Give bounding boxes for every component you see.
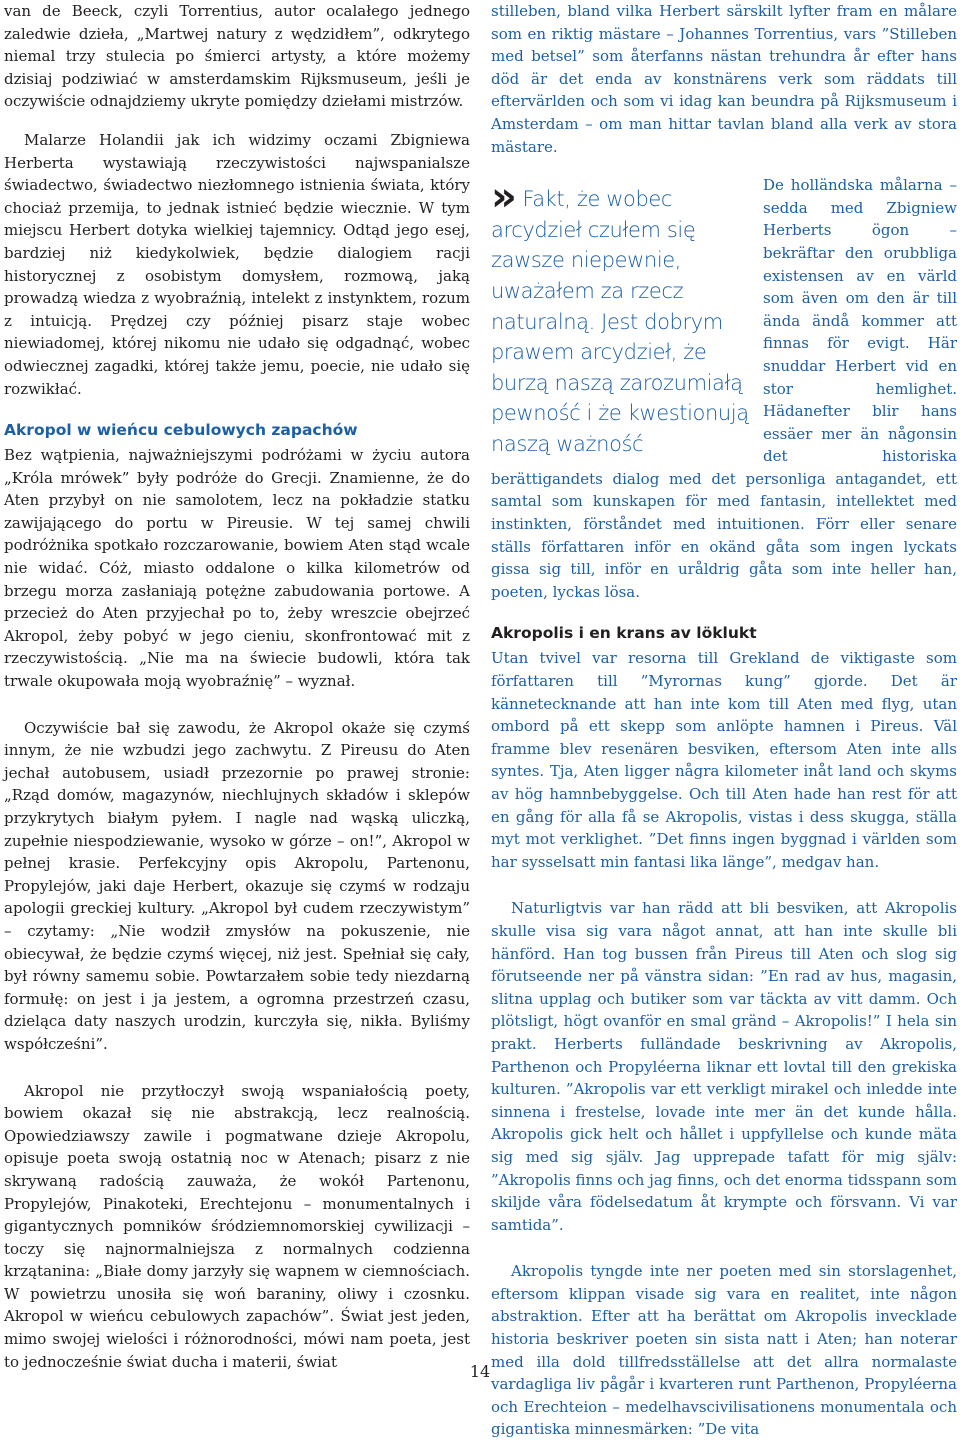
quote-mark-icon: » <box>491 174 517 221</box>
pull-quote-text: Fakt, że wobec arcydzieł czułem się zawsze niepewnie, uważałem za rzecz naturalną. Jest dobrym prawem arcydzieł, że burzą naszą zarozumiałą pewność i że kwestionują naszą ważność <box>491 187 749 456</box>
paragraph: stilleben, bland vilka Herbert särskilt lyfter fram en målare som en riktig mästare – Johannes Torrentius, vars ”Stilleben med betsel” som återfanns nästan trehundra år efter hans död är det enda av konstnärens verk som räddats till eftervärlden och som vi idag kan beundra på Rijksmuseum i Amsterdam – om man hittar tavlan bland alla verk av stora mästare. <box>491 2 957 156</box>
page-number: 14 <box>469 1362 491 1381</box>
paragraph: Akropolis tyngde inte ner poeten med sin storslagenhet, eftersom klippan visade sig vara en realitet, inte någon abstraktion. Efter att ha berättat om Akropolis invecklade historia beskriver poeten sin sista natt i Aten; han noterar med illa dold tillfredsställelse att det allra normalaste vardagliga liv pågår i kvarteren runt Parthenon, Propyléerna och Erechteion – medelhavscivilisationens monumentala och gigantiska minnesmärken: ”De vita <box>491 1262 957 1439</box>
paragraph: van de Beeck, czyli Torrentius, autor ocalałego jednego zaledwie dzieła, „Martwej natury z wędzidłem”, odkrytego niemal trzy stulecia po śmierci artysty, a które możemy dzisiaj podziwiać w amsterdamskim Rijksmuseum, jeśli je oczywiście odnajdziemy ukryte pomiędzy dziełami mistrzów. <box>4 2 470 111</box>
paragraph: Naturligtvis var han rädd att bli besviken, att Akropolis skulle visa sig vara något annat, att han inte skulle bli hänförd. Han tog bussen från Pireus till Aten och slog sig förutseende ner på vänstra sidan: ”En rad av hus, magasin, slitna upplag och butiker som var täckta av vitt damm. Och plötsligt, högt ovanför en smal gränd – Akropolis!” I hela sin prakt. Herberts fulländade beskrivning av Akropolis, Parthenon och Propyléerna liknar ett lovtal till den grekiska kulturen. ”Akropolis var ett verkligt mirakel och inledde inte sinnena i frestelse, lovade inte mer än det kunde hålla. Akropolis gick helt och hållet i uppfyllelse och kunde mäta sig med sig själv. Jag upprepade tafatt för mig själv: ”Akropolis finns och jag finns, och det enorma tidsspann som skiljde våra födelsedatum åt krympte och försvann. Vi var samtida”. <box>491 899 957 1234</box>
paragraph: Bez wątpienia, najważniejszymi podróżami w życiu autora „Króla mrówek” były podróże do Grecji. Znamienne, że do Aten przybył on nie samolotem, lecz na pokładzie statku zawijającego do portu w Pireusie. W tej samej chwili podróżnika spotkało rozczarowanie, bowiem Aten stąd wcale nie widać. Cóż, miasto oddalone o kilka kilometrów od brzegu morza zasłaniają potężne zabudowania portowe. A przecież do Aten przyjechał po to, żeby wreszcie obejrzeć Akropol, żeby pobyć w jego cieniu, skonfrontować mit z rzeczywistością. „Nie ma na świecie budowli, która tak trwale okupowała moją wyobraźnię” – wyznał. <box>4 446 470 691</box>
paragraph: Oczywiście bał się zawodu, że Akropol okaże się czymś innym, że nie wzbudzi jego zachwytu. Z Pireusu do Aten jechał autobusem, usiadł przezornie po prawej stronie: „Rząd domów, magazynów, niechlujnych składów i sklepów przykrytych białym pyłem. I nagle nad wąską uliczką, zupełnie niespodziewanie, wysoko w górze – on!”, Akropol w pełnej krasie. Perfekcyjny opis Akropolu, Partenonu, Propylejów, jaki daje Herbert, okazuje się czymś w rodzaju apologii greckiej kultury. „Akropol był cudem rzeczywistym” – czytamy: „Nie wodził zmysłów na pokuszenie, nie obiecywał, że będzie czymś więcej, niż jest. Spełniał się cały, był równy samemu sobie. Powtarzałem sobie tedy niezdarną formułę: on jest i ja jestem, a ogromna przestrzeń czasu, dzieląca daty naszych urodzin, kurczyła się, nikła. Byliśmy współcześni”. <box>4 718 470 1053</box>
pull-quote <box>491 174 753 459</box>
section-heading: Akropol w wieńcu cebulowych zapachów <box>4 421 358 440</box>
paragraph: Malarze Holandii jak ich widzimy oczami Zbigniewa Herberta wystawiają rzeczywistości najwspanialsze świadectwo, świadectwo niezłomnego istnienia świata, który chociaż przemija, to jednak istnieć będzie wiecznie. W tym miejscu Herbert dotyka wielkiej tajemnicy. Odtąd jego esej, bardziej niż kiedykolwiek, będzie dialogiem racji historycznej z osobistym domysłem, rozmową, jaką prowadzą wiedza z wyobraźnią, intelekt z instynktem, rozum z intuicją. Prędzej czy później pisarz staje wobec niewiadomej, której nikomu nie udało się odgadnąć, wobec odwiecznej zagadki, której także jemu, poecie, nie udało się rozwikłać. <box>4 130 470 398</box>
right-column-swedish <box>491 0 957 1441</box>
paragraph: Utan tvivel var resorna till Grekland de viktigaste som författaren till ”Myrornas kung” gjorde. Det är kännetecknande att han inte kom till Aten med flyg, utan ombord på ett skepp som anlöpte hamnen i Pireus. Väl framme blev resenären besviken, eftersom Aten inte alls syntes. Tja, Aten ligger några kilometer inåt land och skyms av hög hamnbebyggelse. Och till Aten hade han rest för att en gång för alla få se Akropolis, vistas i dess skugga, ställa myt mot verklighet. ”Det finns ingen byggnad i världen som har sysselsatt min fantasi lika länge”, medgav han. <box>491 649 957 871</box>
paragraph: Akropol nie przytłoczył swoją wspaniałością poety, bowiem okazał się nie abstrakcją, lecz realnością. Opowiedziawszy zawile i pogmatwane dzieje Akropolu, opisuje poeta swoją ostatnią noc w Atenach; pisarz z nie skrywaną radością zauważa, że wokół Partenonu, Propylejów, Pinakoteki, Erechtejonu – monumentalnych i gigantycznych pomników śródziemnomorskiej cywilizacji – toczy się najnormalniejsza z normalnych codzienna krzątanina: „Białe domy jarzyły się wapnem w ciemnościach. W powietrzu unosiła się woń baraniny, oliwy i czosnku. Akropol w wieńcu cebulowych zapachów”. Świat jest jeden, mimo swojej wielości i różnorodności, mówi nam poeta, jest to jednocześnie świat ducha i materii, świat <box>4 1081 470 1371</box>
section-heading: Akropolis i en krans av löklukt <box>491 624 757 643</box>
left-column-polish <box>4 0 470 1373</box>
paragraph: De holländska målarna – sedda med Zbigniew Herberts ögon – bekräftar den orubbliga existensen av en värld som även om den är till ända ändå kommer att finnas för evigt. Här snuddar Herbert vid en stor hemlighet. Hädanefter blir hans essäer mer än någonsin det historiska berättigandets dialog med det personliga antagandet, ett samtal som kunskapen för med fantasin, intellektet med instinkten, förståndet med intuitionen. Förr eller senare ställs författaren inför en okänd gåta som ingen lyckats gissa sig till, inför en uråldrig gåta som inte heller han, poeten, lyckas lösa. <box>491 176 957 601</box>
